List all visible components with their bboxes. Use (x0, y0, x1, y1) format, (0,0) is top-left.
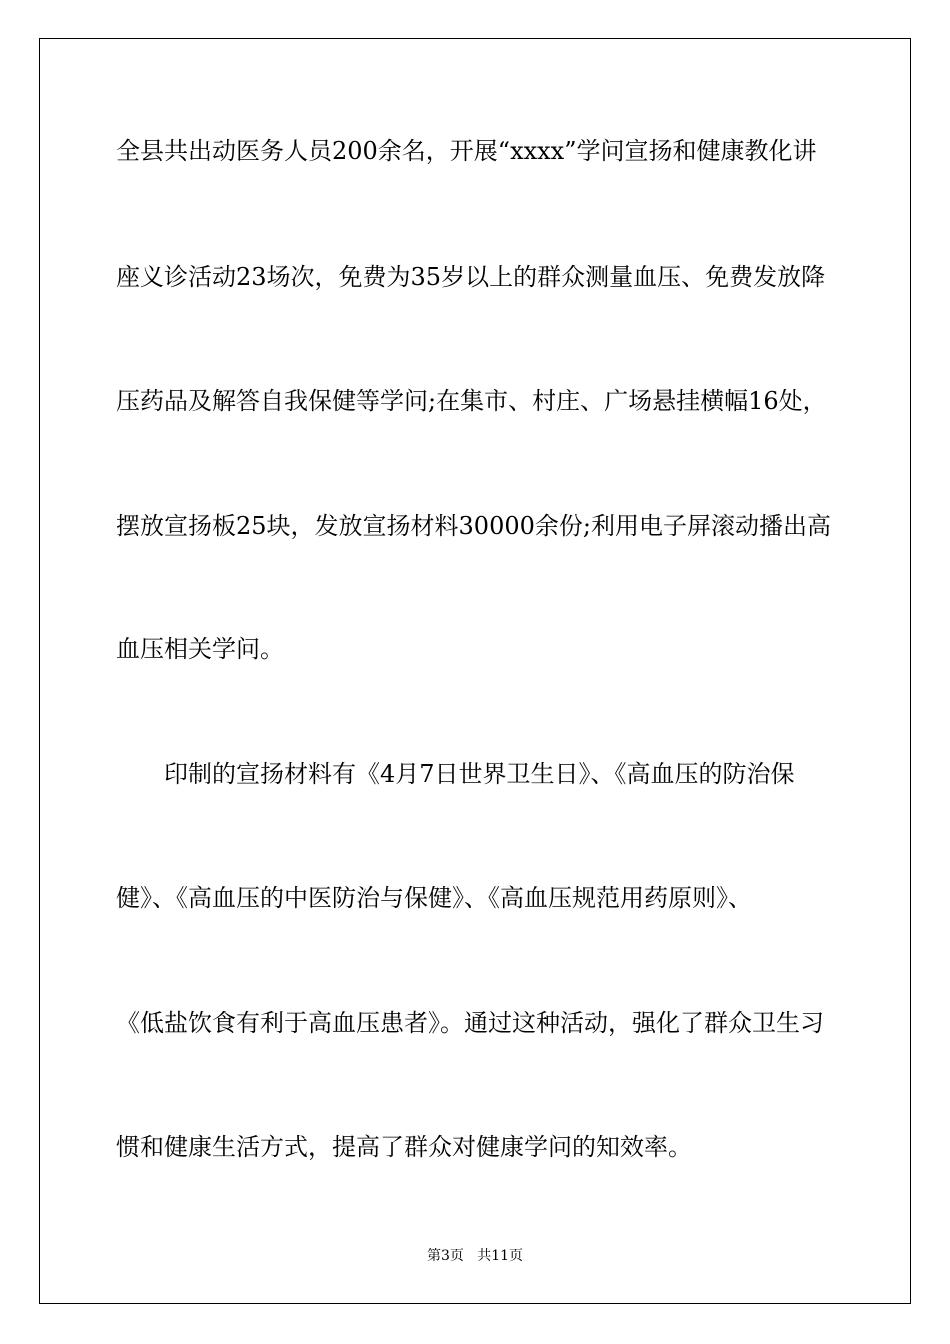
paragraph-1-line-4: 摆放宣扬板25块，发放宣扬材料30000余份;利用电子屏滚动播出高 (116, 512, 831, 540)
paragraph-1-line-5: 血压相关学问。 (116, 635, 284, 663)
paragraph-2-line-1: 印制的宣扬材料有《4月7日世界卫生日》、《高血压的防治保 (164, 760, 795, 788)
paragraph-1-line-3: 压药品及解答自我保健等学问;在集市、村庄、广场悬挂横幅16处， (116, 387, 827, 415)
paragraph-2-line-2: 健》、《高血压的中医防治与保健》、《高血压规范用药原则》、 (116, 884, 752, 912)
page-number-footer: 第3页 共11页 (426, 1248, 524, 1264)
paragraph-2-line-3: 《低盐饮食有利于高血压患者》。通过这种活动，强化了群众卫生习 (116, 1009, 824, 1037)
page-border (39, 38, 911, 1304)
paragraph-1-line-2: 座义诊活动23场次，免费为35岁以上的群众测量血压、免费发放降 (116, 263, 826, 291)
paragraph-2-line-4: 惯和健康生活方式，提高了群众对健康学问的知效率。 (116, 1133, 692, 1161)
paragraph-1-line-1: 全县共出动医务人员200余名，开展“xxxx”学问宣扬和健康教化讲 (116, 137, 817, 165)
